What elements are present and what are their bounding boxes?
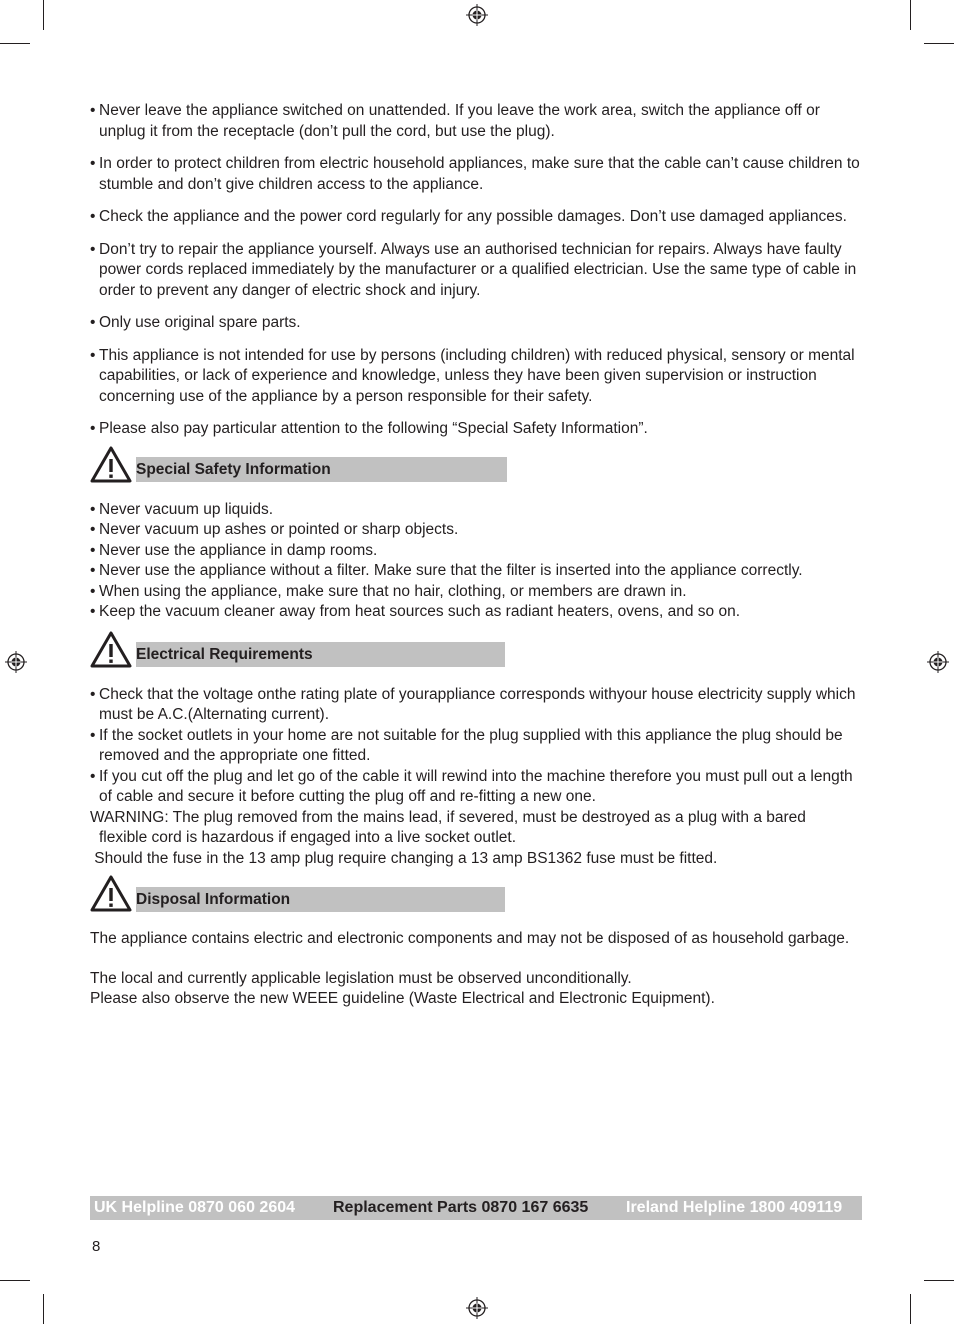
safety-bullet-list	[90, 101, 865, 440]
crop-mark-bottom-right-h	[924, 1280, 954, 1281]
electrical-heading: Electrical Requirements	[136, 642, 505, 667]
electrical-list	[90, 685, 865, 870]
list-item: • Never leave the appliance switched on unattended. If you leave the work area, switch the appliance off or unplug it from the receptacle (don’t pull the cord, but use the plug).	[90, 102, 820, 140]
crop-mark-top-right	[910, 0, 911, 30]
disposal-heading-row	[90, 873, 865, 915]
registration-mark-left-icon	[5, 651, 27, 673]
list-item: • Never vacuum up ashes or pointed or sharp objects.	[90, 521, 459, 538]
list-item: • If the socket outlets in your home are not suitable for the plug supplied with this appliance the plug should be removed and the appropriate one fitted.	[90, 726, 843, 764]
crop-mark-bottom-right	[910, 1294, 911, 1324]
list-item: • Keep the vacuum cleaner away from heat sources such as radiant heaters, ovens, and so on.	[90, 603, 741, 620]
list-item: • Never vacuum up liquids.	[90, 500, 274, 518]
disposal-heading: Disposal Information	[136, 887, 505, 912]
warning-triangle-icon	[90, 875, 132, 913]
crop-mark-top-left	[43, 0, 44, 30]
uk-helpline: UK Helpline 0870 060 2604	[94, 1198, 296, 1216]
warning-text-continued: flexible cord is hazardous if engaged into a live socket outlet.	[99, 829, 517, 846]
list-item: • This appliance is not intended for use by persons (including children) with reduced physical, sensory or mental capabilities, or lack of experience and knowledge, unless they have been given supervision or instruction concerning use of the appliance by a person responsible for their safety.	[90, 346, 855, 405]
list-item: • Check that the voltage onthe rating plate of yourappliance corresponds withyour house electricity supply which must be A.C.(Alternating current).	[90, 685, 856, 723]
list-item: • Please also pay particular attention to the following “Special Safety Information”.	[90, 420, 648, 437]
fuse-note: Should the fuse in the 13 amp plug require changing a 13 amp BS1362 fuse must be fitted.	[90, 849, 718, 867]
list-item: • Check the appliance and the power cord regularly for any possible damages. Don’t use damaged appliances.	[90, 208, 847, 225]
crop-mark-top-right-h	[924, 43, 954, 44]
list-item: • Never use the appliance without a filter. Make sure that the filter is inserted into the appliance correctly.	[90, 562, 803, 579]
page-content	[90, 101, 865, 1010]
special-safety-heading-row	[90, 444, 865, 486]
disposal-paragraph: The local and currently applicable legislation must be observed unconditionally.	[90, 969, 632, 987]
warning-text: WARNING: The plug removed from the mains lead, if severed, must be destroyed as a plug with a bared	[90, 808, 806, 826]
disposal-paragraph: The appliance contains electric and electronic components and may not be disposed of as household garbage.	[90, 930, 850, 947]
electrical-heading-row	[90, 629, 865, 671]
disposal-paragraph: Please also observe the new WEEE guideline (Waste Electrical and Electronic Equipment).	[90, 990, 715, 1007]
replacement-parts-line: Replacement Parts 0870 167 6635	[333, 1198, 589, 1216]
registration-mark-top-icon	[466, 4, 488, 26]
page-number: 8	[92, 1238, 101, 1255]
warning-triangle-icon	[90, 631, 132, 669]
disposal-text	[90, 929, 865, 1010]
special-safety-list	[90, 500, 865, 623]
list-item: • When using the appliance, make sure that no hair, clothing, or members are drawn in.	[90, 582, 687, 600]
crop-mark-top-left-h	[0, 43, 30, 44]
crop-mark-bottom-left-h	[0, 1280, 30, 1281]
list-item: • Don’t try to repair the appliance yourself. Always use an authorised technician for repairs. Always have faulty power cords replaced immediately by the manufacturer or a qualified electrician. Use the same type of cable in order to prevent any danger of electric shock and injury.	[90, 240, 857, 299]
helpline-bar	[90, 1196, 862, 1220]
list-item: • If you cut off the plug and let go of the cable it will rewind into the machine therefore you must pull out a length of cable and secure it before cutting the plug off and re-fitting a new one.	[90, 767, 853, 805]
registration-mark-bottom-icon	[466, 1297, 488, 1319]
list-item: • Never use the appliance in damp rooms.	[90, 541, 378, 559]
warning-triangle-icon	[90, 446, 132, 484]
ireland-helpline: Ireland Helpline 1800 409119	[626, 1198, 843, 1216]
crop-mark-bottom-left	[43, 1294, 44, 1324]
special-safety-heading: Special Safety Information	[136, 457, 507, 482]
list-item: • In order to protect children from electric household appliances, make sure that the cable can’t cause children to stumble and don’t give children access to the appliance.	[90, 155, 860, 193]
registration-mark-right-icon	[927, 651, 949, 673]
list-item: • Only use original spare parts.	[90, 314, 301, 331]
